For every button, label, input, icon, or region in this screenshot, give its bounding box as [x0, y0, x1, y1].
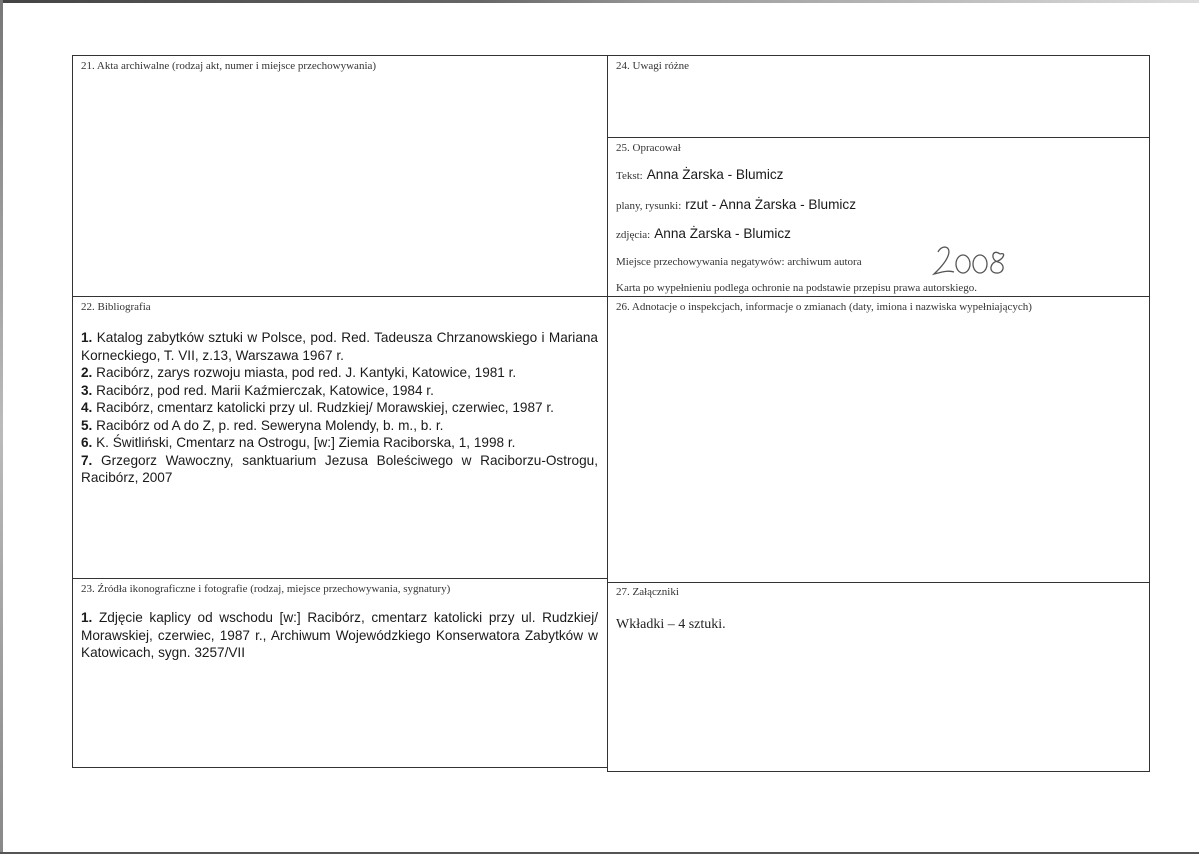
text-author: Anna Żarska - Blumicz	[646, 167, 784, 182]
list-item: 5. Racibórz od A do Z, p. red. Seweryna Molendy, b. m., b. r.	[81, 417, 444, 433]
handwritten-year-signature	[930, 242, 1010, 278]
iconography-list	[81, 609, 598, 662]
photos-author-row: zdjęcia: Anna Żarska - Blumicz	[616, 226, 791, 241]
drawings-author-row: plany, rysunki: rzut - Anna Żarska - Blumicz	[616, 197, 857, 212]
section-header: 23. Źródła ikonograficzne i fotografie (rodzaj, miejsce przechowywania, sygnatury)	[81, 583, 451, 595]
drawings-author: rzut - Anna Żarska - Blumicz	[685, 197, 857, 212]
list-item: 1. Katalog zabytków sztuki w Polsce, pod. Red. Tadeusza Chrzanowskiego i Mariana Korneckiego, T. VII, z.13, Warszawa 1967 r.	[81, 330, 598, 363]
scan-edge-top	[0, 0, 1199, 3]
section-header: 21. Akta archiwalne (rodzaj akt, numer i miejsce przechowywania)	[81, 60, 377, 72]
text-author-row: Tekst: Anna Żarska - Blumicz	[616, 167, 784, 182]
section-header: 22. Bibliografia	[81, 301, 151, 313]
list-item: 6. K. Świtliński, Cmentarz na Ostrogu, [w:] Ziemia Raciborska, 1, 1998 r.	[81, 435, 516, 450]
section-attachments	[607, 582, 1150, 772]
photos-author: Anna Żarska - Blumicz	[654, 226, 791, 241]
list-item: 7. Grzegorz Wawoczny, sanktuarium Jezusa Boleściwego w Raciborzu-Ostrogu, Racibórz, 2007	[81, 452, 598, 485]
attachments-content: Wkładki – 4 sztuki.	[616, 617, 726, 632]
section-header: 26. Adnotacje o inspekcjach, informacje o zmianach (daty, imiona i nazwiska wypełniających)	[616, 301, 1032, 313]
section-inspection-notes	[607, 296, 1150, 583]
bibliography-list	[81, 329, 598, 487]
section-header: 27. Załączniki	[616, 586, 679, 598]
section-header: 24. Uwagi różne	[616, 60, 690, 72]
negatives-location: Miejsce przechowywania negatywów: archiwum autora	[616, 256, 862, 268]
section-header: 25. Opracował	[616, 142, 681, 154]
section-bibliography	[72, 296, 608, 579]
section-archival-records	[72, 55, 608, 297]
section-prepared-by	[607, 137, 1150, 297]
list-item: 1. Zdjęcie kaplicy od wschodu [w:] Racibórz, cmentarz katolicki przy ul. Rudzkiej/ Morawskiej, czerwiec, 1987 r., Archiwum Wojewódzkiego Konserwatora Zabytków w Katowicach, sygn. 3257/VII	[81, 610, 598, 660]
section-remarks	[607, 55, 1150, 138]
list-item: 4. Racibórz, cmentarz katolicki przy ul. Rudzkiej/ Morawskiej, czerwiec, 1987 r.	[81, 400, 554, 415]
copyright-notice: Karta po wypełnieniu podlega ochronie na podstawie przepisu prawa autorskiego.	[616, 282, 978, 294]
section-iconographic-sources	[72, 578, 608, 768]
list-item: 2. Racibórz, zarys rozwoju miasta, pod red. J. Kantyki, Katowice, 1981 r.	[81, 365, 517, 380]
scan-edge-left	[0, 0, 3, 854]
list-item: 3. Racibórz, pod red. Marii Kaźmierczak, Katowice, 1984 r.	[81, 382, 434, 398]
